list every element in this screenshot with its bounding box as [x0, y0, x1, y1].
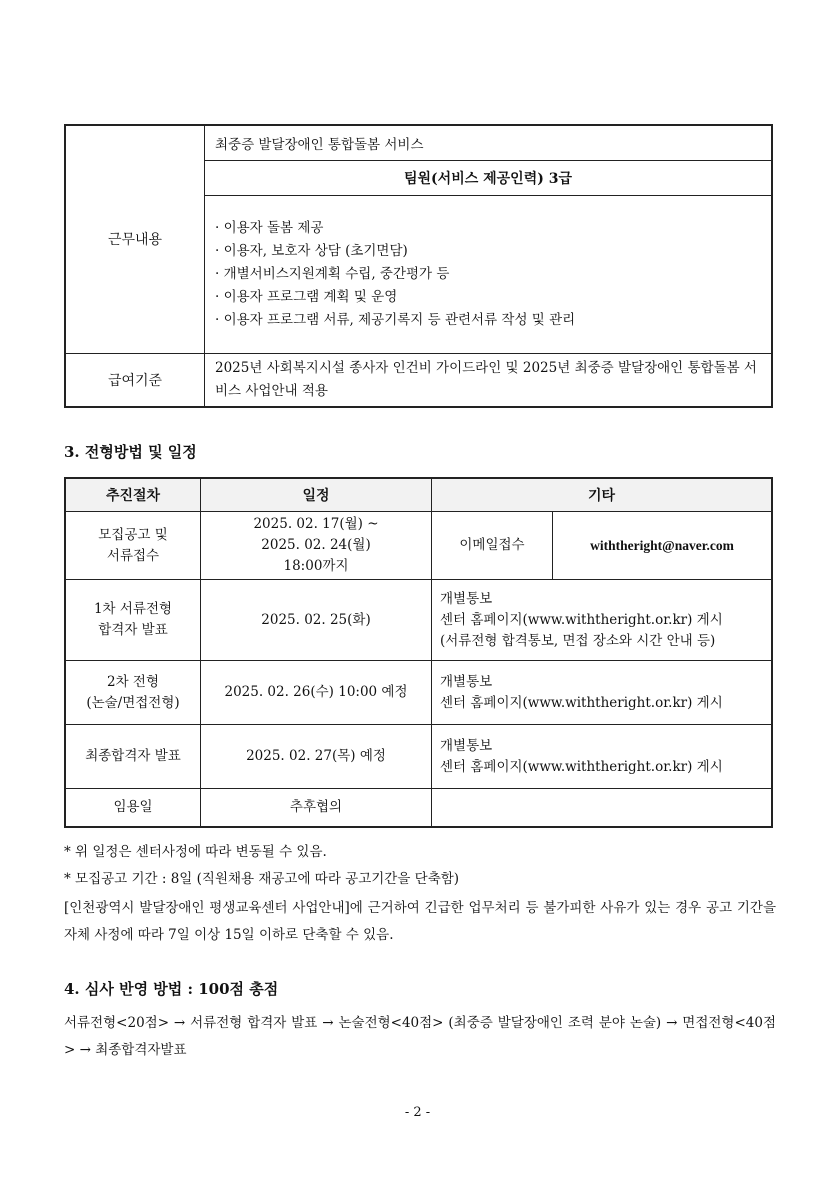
- table-row: [65, 580, 772, 661]
- schedule-cell: 2025. 02. 25(화): [201, 580, 432, 661]
- note-cell: 개별통보 센터 홈페이지(www.withtheright.or.kr) 게시: [432, 725, 773, 789]
- schedule-cell: 2025. 02. 27(목) 예정: [201, 725, 432, 789]
- schedule-table: [64, 477, 773, 828]
- duties-cell: [205, 195, 773, 353]
- table-row: [65, 512, 772, 580]
- header-note: 기타: [432, 478, 773, 512]
- duty-item: · 이용자 프로그램 계획 및 운영: [215, 288, 398, 305]
- section3-title: 3. 전형방법 및 일정: [64, 443, 197, 461]
- page-number: - 2 -: [404, 1105, 431, 1120]
- header-step: 추진절차: [65, 478, 201, 512]
- table-row: [65, 789, 772, 827]
- duty-item: · 이용자, 보호자 상담 (초기면담): [215, 242, 408, 259]
- table-row: [65, 661, 772, 725]
- salary-label: 급여기준: [65, 353, 205, 407]
- note-1: * 위 일정은 센터사정에 따라 변동될 수 있음.: [64, 844, 327, 860]
- schedule-cell: 2025. 02. 17(월) ~ 2025. 02. 24(월) 18:00까지: [201, 512, 432, 580]
- duty-item: · 개별서비스지원계획 수립, 중간평가 등: [215, 265, 450, 282]
- work-table: [64, 124, 773, 408]
- note-cell: [432, 789, 773, 827]
- note-cell: 개별통보 센터 홈페이지(www.withtheright.or.kr) 게시: [432, 661, 773, 725]
- duties-list: [215, 217, 771, 332]
- step-cell: 최종합격자 발표: [65, 725, 201, 789]
- service-name: 최중증 발달장애인 통합돌봄 서비스: [205, 125, 773, 160]
- section4-title: 4. 심사 반영 방법 : 100점 총점: [64, 980, 279, 998]
- note-3: [인천광역시 발달장애인 평생교육센터 사업안내]에 근거하여 긴급한 업무처리 등 불가피한 사유가 있는 경우 공고 기간을 자체 사정에 따라 7일 이상 15일 이하로 단축할 수 있음.: [64, 900, 776, 943]
- salary-text: 2025년 사회복지시설 종사자 인건비 가이드라인 및 2025년 최중증 발달장애인 통합돌봄 서비스 사업안내 적용: [205, 353, 773, 407]
- step-cell: 모집공고 및 서류접수: [65, 512, 201, 580]
- schedule-cell: 추후협의: [201, 789, 432, 827]
- table-row: [65, 725, 772, 789]
- email-address: withtheright@naver.com: [553, 512, 773, 580]
- duty-item: · 이용자 프로그램 서류, 제공기록지 등 관련서류 작성 및 관리: [215, 311, 576, 328]
- header-schedule: 일정: [201, 478, 432, 512]
- step-cell: 2차 전형 (논술/면접전형): [65, 661, 201, 725]
- schedule-cell: 2025. 02. 26(수) 10:00 예정: [201, 661, 432, 725]
- note-label-cell: 이메일접수: [432, 512, 553, 580]
- note-2: * 모집공고 기간 : 8일 (직원채용 재공고에 따라 공고기간을 단축함): [64, 871, 460, 887]
- step-cell: 임용일: [65, 789, 201, 827]
- step-cell: 1차 서류전형 합격자 발표: [65, 580, 201, 661]
- position-title: 팀원(서비스 제공인력) 3급: [205, 160, 773, 195]
- duty-item: · 이용자 돌봄 제공: [215, 219, 324, 236]
- section4-body: 서류전형<20점> → 서류전형 합격자 발표 → 논술전형<40점> (최중증 발달장애인 조력 분야 논술) → 면접전형<40점> → 최종합격자발표: [64, 1015, 776, 1058]
- work-label: 근무내용: [65, 125, 205, 353]
- note-cell: 개별통보 센터 홈페이지(www.withtheright.or.kr) 게시 (서류전형 합격통보, 면접 장소와 시간 안내 등): [432, 580, 773, 661]
